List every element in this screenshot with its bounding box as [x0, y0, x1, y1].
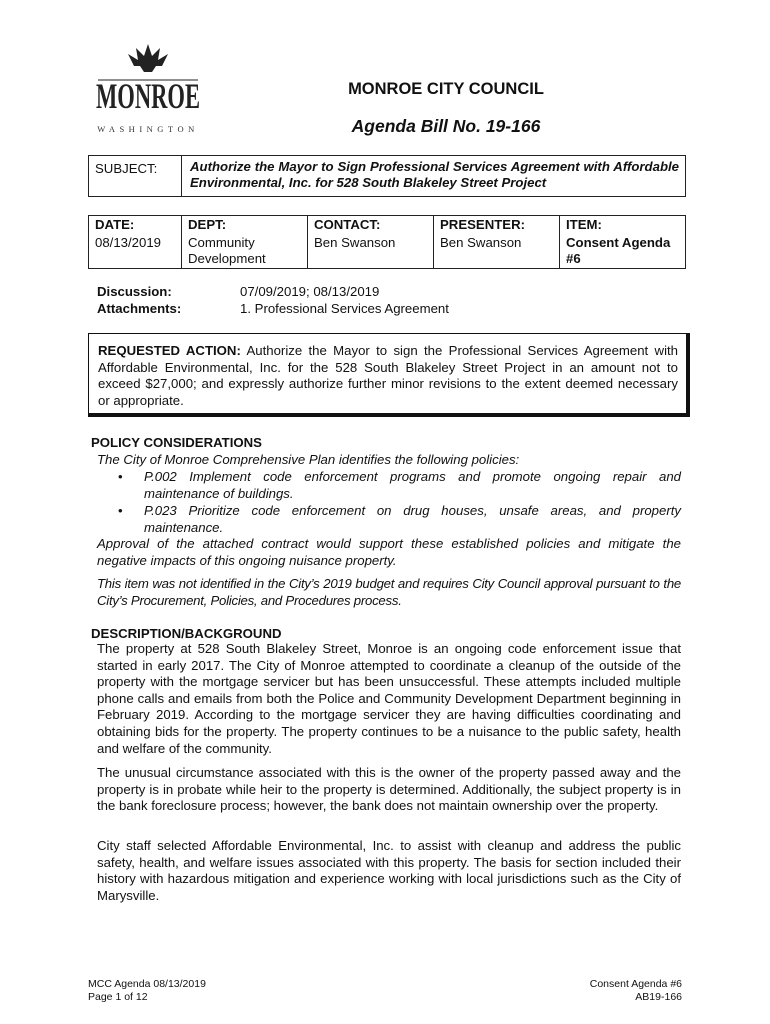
- subject-value: Authorize the Mayor to Sign Professional Services Agreement with Affordable Environmental, Inc. for 528 South Blakeley Street Project: [182, 156, 686, 197]
- attachments-value: 1. Professional Services Agreement: [240, 301, 449, 316]
- footer-left: [88, 978, 206, 1004]
- bullet-icon: •: [118, 503, 123, 518]
- policy-approval: Approval of the attached contract would support these established policies and mitigate the negative impacts of this ongoing nuisance property.: [97, 536, 681, 568]
- description-paragraph: The property at 528 South Blakeley Street, Monroe is an ongoing code enforcement issue that started in early 2017. The City of Monroe attempted to coordinate a cleanup of the outside of the property with the mortgage servicer but has been unsuccessful. These attempts included multiple phone calls and emails from both the Police and Community Development Department beginning in February 2019. According to the mortgage servicer they are having difficulties coordinating and obtaining bids for the property. The property continues to be a nuisance to the public safety, health and welfare of the community.: [97, 641, 681, 756]
- logo-wordmark: MONROE: [96, 76, 200, 116]
- discussion-value: 07/09/2019; 08/13/2019: [240, 284, 380, 299]
- dept-value: Community Development: [182, 234, 308, 269]
- discussion-label: Discussion:: [97, 284, 172, 299]
- requested-action-text: Authorize the Mayor to sign the Professional Services Agreement with Affordable Environmental, Inc. for the 528 South Blakeley Street Project in an amount not to exceed $27,000; and expressly authorize further minor revisions to the extent deemed necessary or appropriate.: [98, 343, 679, 408]
- presenter-value: Ben Swanson: [434, 234, 560, 269]
- dept-header: DEPT:: [182, 216, 308, 235]
- date-header: DATE:: [89, 216, 182, 235]
- logo-subtext: WASHINGTON: [97, 124, 199, 134]
- policy-budget: This item was not identified in the City’s 2019 budget and requires City Council approval pursuant to the City’s Procurement, Policies, and Procedures process.: [97, 576, 681, 608]
- meta-table: [88, 215, 686, 269]
- council-title: MONROE CITY COUNCIL: [348, 80, 544, 98]
- item-value: Consent Agenda #6: [560, 234, 686, 269]
- crown-logo-icon: [88, 42, 208, 124]
- description-heading: DESCRIPTION/BACKGROUND: [91, 626, 282, 641]
- date-value: 08/13/2019: [89, 234, 182, 269]
- footer-agenda-date: MCC Agenda 08/13/2019: [88, 978, 206, 990]
- contact-header: CONTACT:: [308, 216, 434, 235]
- footer-right: [590, 978, 682, 1004]
- contact-value: Ben Swanson: [308, 234, 434, 269]
- bullet-icon: •: [118, 469, 123, 484]
- item-header: ITEM:: [560, 216, 686, 235]
- description-paragraph: City staff selected Affordable Environmental, Inc. to assist with cleanup and address the public safety, health, and welfare issues associated with this property. The basis for section included their history with hazardous mitigation and experience working with local jurisdictions such as the City of Marysville.: [97, 838, 681, 903]
- policy-intro: The City of Monroe Comprehensive Plan identifies the following policies:: [97, 452, 520, 467]
- policy-bullet: [118, 469, 681, 502]
- footer-page-number: Page 1 of 12: [88, 991, 148, 1003]
- policy-bullet: [118, 503, 681, 536]
- policy-bullet-text: P.002 Implement code enforcement programs and promote ongoing repair and maintenance of buildings.: [144, 469, 681, 501]
- presenter-header: PRESENTER:: [434, 216, 560, 235]
- requested-action-label: REQUESTED ACTION:: [98, 343, 241, 358]
- requested-action-box: [88, 333, 690, 417]
- footer-consent-item: Consent Agenda #6: [589, 978, 682, 990]
- policy-bullet-text: P.023 Prioritize code enforcement on drug houses, unsafe areas, and property maintenance.: [144, 503, 681, 535]
- attachments-label: Attachments:: [97, 301, 182, 316]
- footer-bill-number: AB19-166: [635, 991, 682, 1003]
- subject-table: [88, 155, 686, 197]
- agenda-bill-title: Agenda Bill No. 19-166: [351, 116, 541, 136]
- subject-label: SUBJECT:: [89, 156, 182, 197]
- description-paragraph: The unusual circumstance associated with this is the owner of the property passed away and the property is in probate while heir to the property is determined. Additionally, the subject property is in the bank foreclosure process; however, the bank does not maintain ownership over the property.: [97, 765, 681, 814]
- policy-heading: POLICY CONSIDERATIONS: [91, 435, 262, 450]
- monroe-logo: [88, 42, 208, 138]
